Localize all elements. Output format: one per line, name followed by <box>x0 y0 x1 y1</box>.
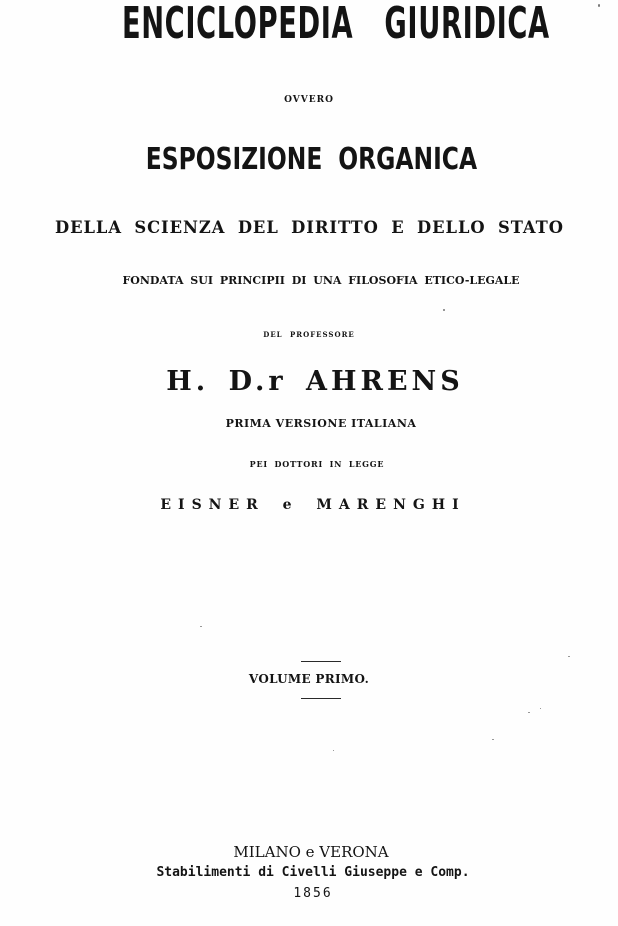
divider-bottom <box>301 698 341 699</box>
book-title: ENCICLOPEDIA GIURIDICA <box>121 0 550 49</box>
volume-label: VOLUME PRIMO. <box>248 672 370 686</box>
translators-names: EISNER e MARENGHI <box>160 497 466 513</box>
scan-speck <box>528 712 530 713</box>
scan-speck <box>333 750 334 751</box>
divider-top <box>301 661 341 662</box>
publication-year: 1856 <box>293 886 333 901</box>
ovvero-connector: OVVERO <box>284 95 334 105</box>
scan-speck <box>568 656 570 657</box>
translators-prefix: PEI DOTTORI IN LEGGE <box>249 459 385 469</box>
publisher-name: Stabilimenti di Civelli Giuseppe e Comp. <box>156 865 470 880</box>
book-subtitle-continuation: DELLA SCIENZA DEL DIRITTO E DELLO STATO <box>54 218 564 238</box>
author-name: H. D.r AHRENS <box>166 366 464 397</box>
foundation-line: FONDATA SUI PRINCIPII DI UNA FILOSOFIA ETICO-LEGALE <box>122 274 520 287</box>
publication-place: MILANO e VERONA <box>233 843 389 861</box>
scan-speck <box>540 708 541 709</box>
scan-speck <box>598 4 600 7</box>
scan-speck <box>443 309 445 311</box>
scan-speck <box>492 739 494 740</box>
book-subtitle: ESPOSIZIONE ORGANICA <box>145 142 478 177</box>
scan-speck <box>200 626 202 627</box>
author-prefix: DEL PROFESSORE <box>263 330 355 339</box>
version-line: PRIMA VERSIONE ITALIANA <box>225 417 417 430</box>
